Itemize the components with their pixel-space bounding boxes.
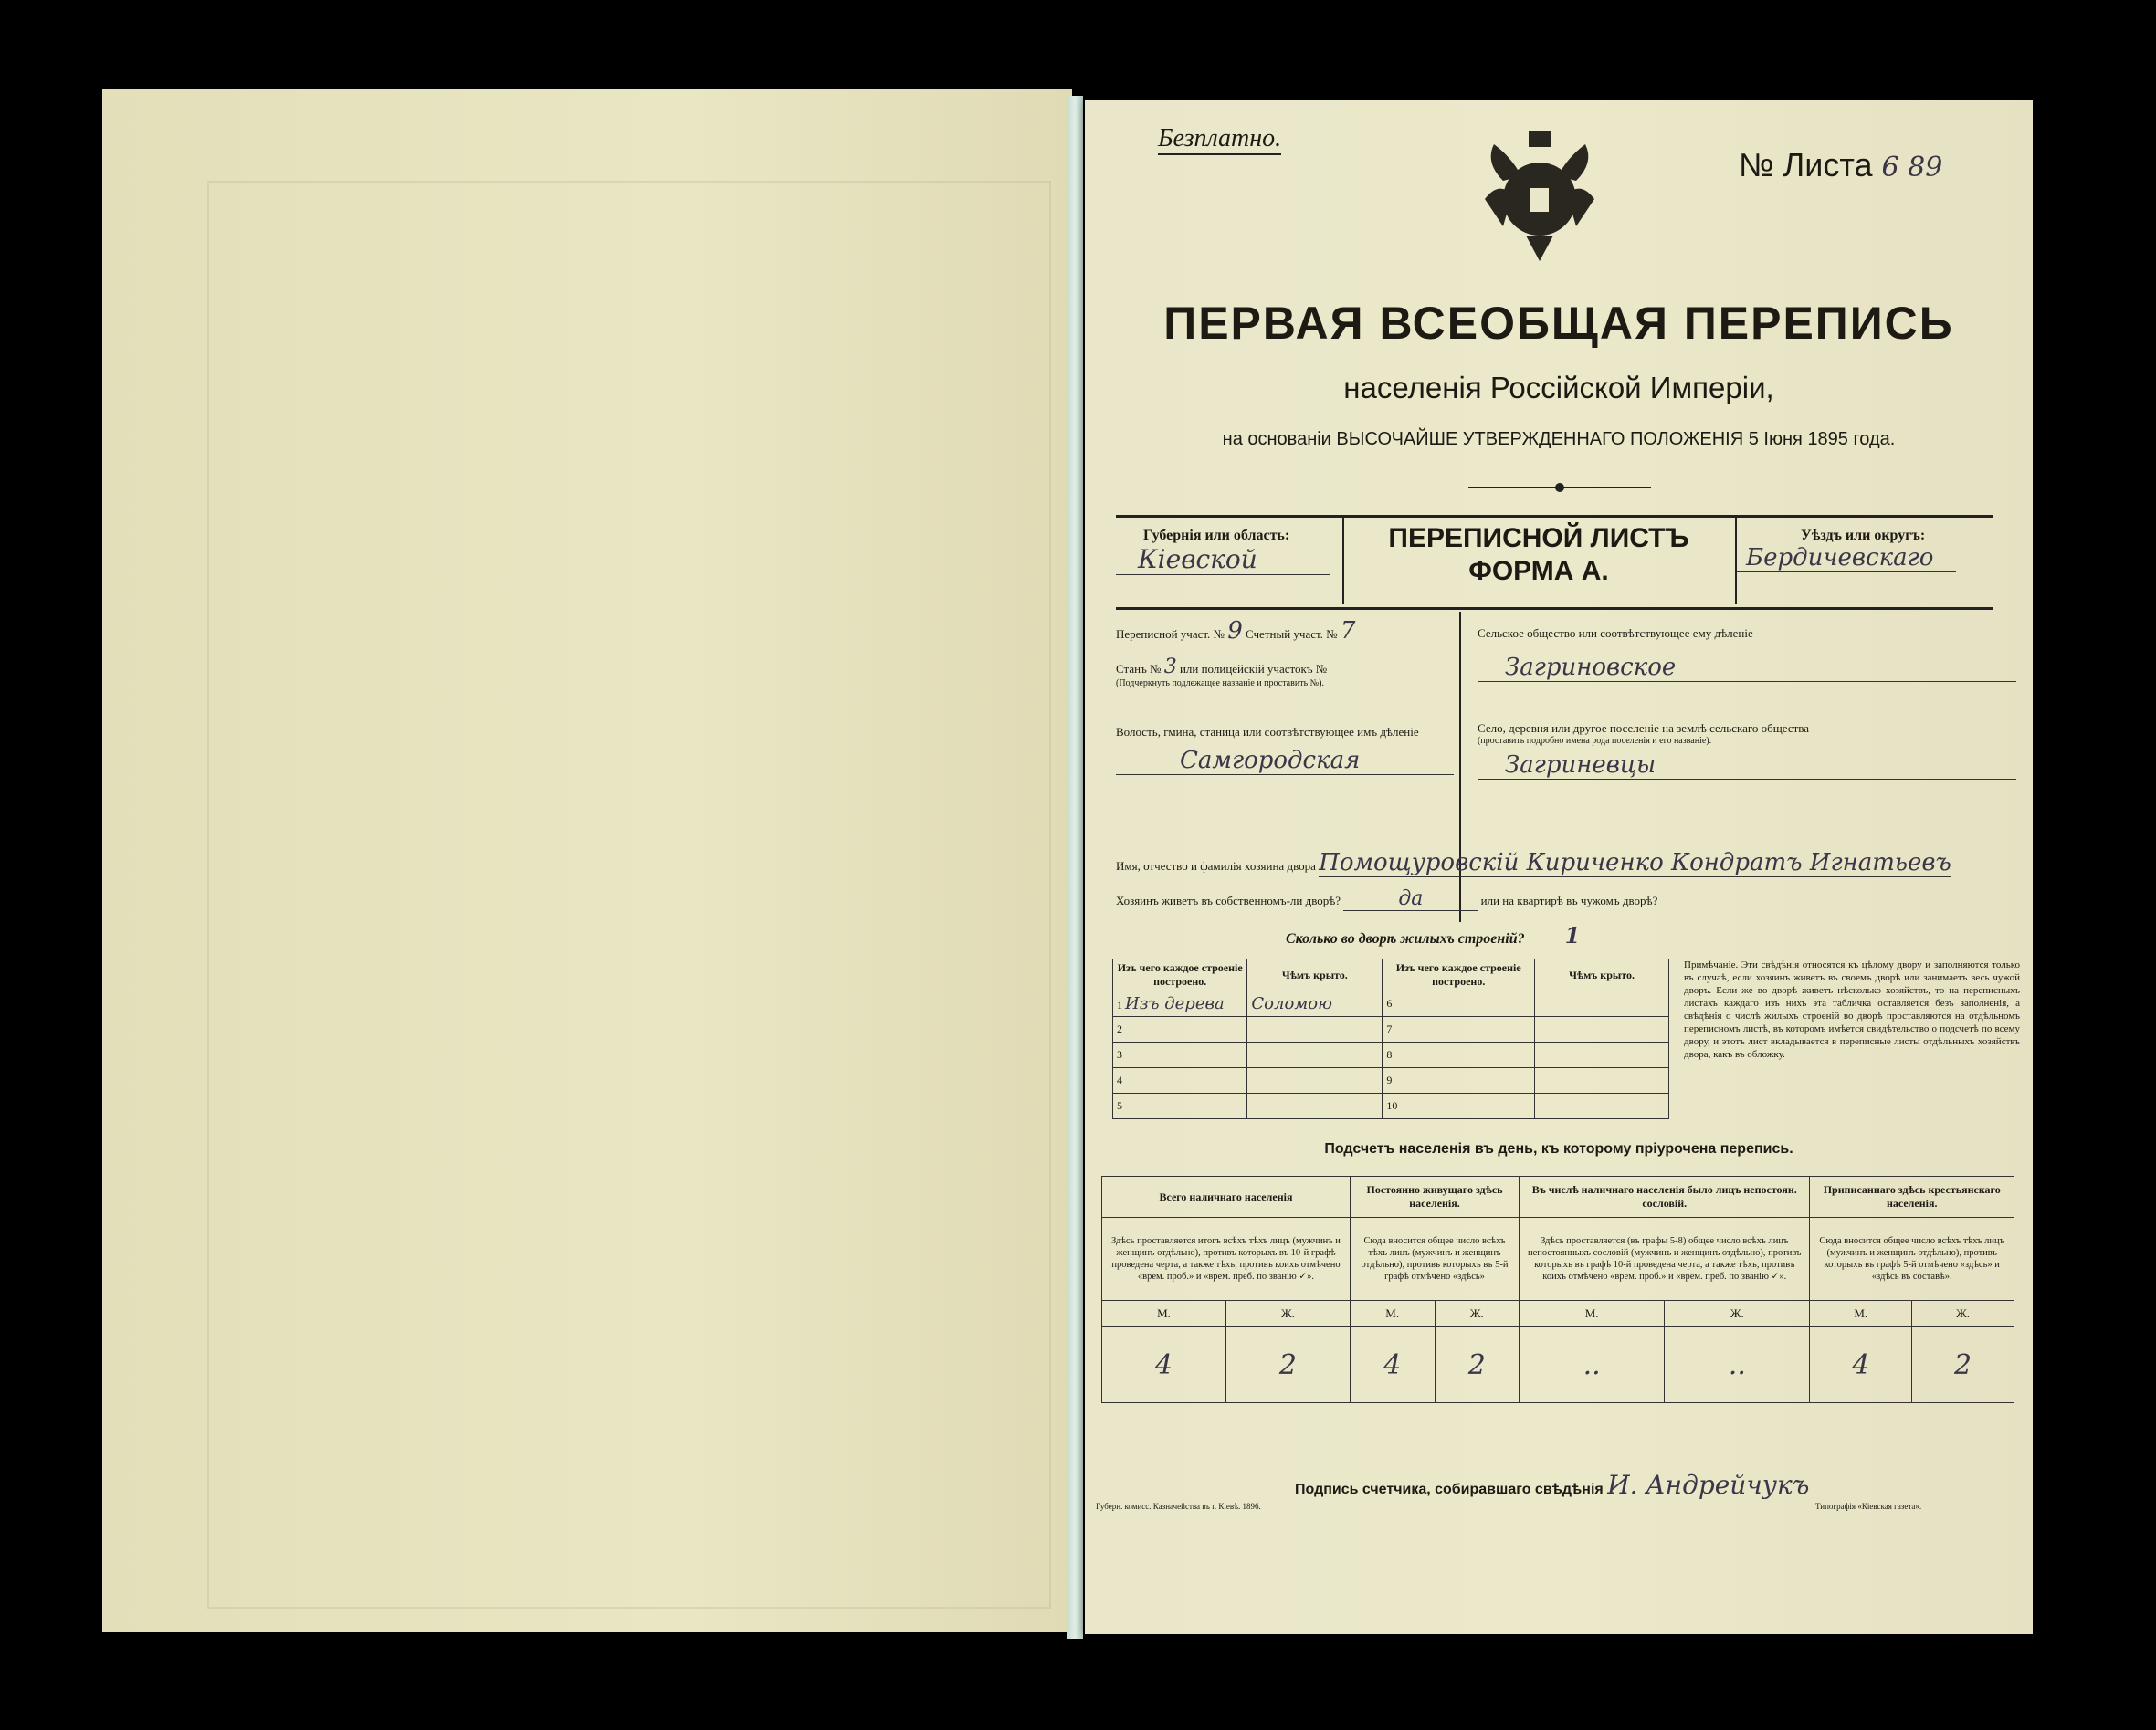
uezd-label: Уѣздъ или округъ: <box>1801 528 1926 543</box>
female-label: Ж. <box>1912 1301 2014 1327</box>
count-header-row <box>1102 1177 2014 1218</box>
village-row <box>1478 721 2016 780</box>
buildings-row <box>1286 922 1834 949</box>
owner-value: Помощуровскій Кириченко Кондратъ Игнатьевъ <box>1319 849 1951 876</box>
row-number: 4 <box>1113 1068 1247 1094</box>
district-row <box>1116 617 1454 645</box>
census-district-label: Переписной участ. № <box>1116 627 1225 641</box>
material-value: Изъ дерева <box>1125 994 1225 1013</box>
bleed-through-form <box>207 181 1051 1609</box>
count-description-row <box>1102 1218 2014 1301</box>
counting-district-label: Счетный участ. № <box>1246 627 1338 641</box>
empty-cell <box>1247 1094 1383 1119</box>
row-number: 6 <box>1383 991 1535 1017</box>
row-number: 7 <box>1383 1017 1535 1043</box>
empty-cell <box>1535 1094 1669 1119</box>
society-row <box>1478 626 2016 682</box>
uezd-box <box>1735 515 1963 604</box>
female-label: Ж. <box>1225 1301 1350 1327</box>
count-header-permanent: Постоянно живущаго здѣсь населенія. <box>1350 1177 1519 1218</box>
legal-basis: на основаніи ВЫСОЧАЙШЕ УТВЕРЖДЕННАГО ПОЛОЖЕНІЯ 5 Іюня 1895 года. <box>1222 429 1896 449</box>
society-value: Загриновское <box>1478 654 2016 682</box>
double-headed-eagle-icon <box>1476 126 1604 263</box>
empty-cell <box>1535 1043 1669 1068</box>
stan-row <box>1116 655 1454 688</box>
female-label: Ж. <box>1665 1301 1810 1327</box>
count-description: Сюда вносится общее число всѣхъ тѣхъ лицъ (мужчинъ и женщинъ отдѣльно), противъ которыхъ въ 5-й графѣ отмѣчено «здѣсь» <box>1350 1218 1519 1301</box>
count-value: 2 <box>1225 1327 1350 1403</box>
volost-value: Самгородская <box>1116 747 1454 775</box>
stan-rest-label: или полицейскій участокъ № <box>1179 662 1328 676</box>
owner-label: Имя, отчество и фамилія хозяина двора <box>1116 859 1316 873</box>
village-label: Село, деревня или другое поселеніе на землѣ сельскаго общества <box>1478 721 1810 735</box>
row-number: 3 <box>1113 1043 1247 1068</box>
sheet-number <box>1739 146 1942 184</box>
buildings-col-roof-2: Чѣмъ крыто. <box>1535 959 1669 991</box>
sheet-number-value: 6 89 <box>1881 152 1943 183</box>
form-name-line-1: ПЕРЕПИСНОЙ ЛИСТЪ <box>1388 523 1689 553</box>
volost-label: Волость, гмина, станица или соотвѣтствующее имъ дѣленіе <box>1116 725 1419 739</box>
count-header-nonpermanent: Въ числѣ наличнаго населенія было лицъ непостоян. сословій. <box>1520 1177 1810 1218</box>
row-number: 2 <box>1113 1017 1247 1043</box>
sheet-number-label: № Листа <box>1739 146 1873 183</box>
row-number: 5 <box>1113 1094 1247 1119</box>
male-label: М. <box>1102 1301 1226 1327</box>
male-label: М. <box>1520 1301 1665 1327</box>
sex-row <box>1102 1301 2014 1327</box>
count-value: 4 <box>1350 1327 1435 1403</box>
ornament-divider-icon <box>1468 482 1651 493</box>
roof-value: Соломою <box>1247 991 1383 1017</box>
note-text: Примѣчаніе. Эти свѣдѣнія относятся къ цѣлому двору и заполняются только въ случаѣ, если хозяинъ живетъ въ своемъ дворѣ или занимаетъ весь чужой дворъ. Если же во дворѣ живетъ нѣсколько хозяйствъ, то на переписныхъ листахъ каждаго изъ нихъ эта табличка оставляется безъ заполненія, а свѣдѣнія о числѣ жилыхъ строеній во дворѣ проставляются на отдѣльномъ переписномъ листѣ, въ которомъ имѣется свидѣтельство о подсчетѣ по всему двору, и этотъ лист вкладывается в переписные листы отдѣльныхъ хозяйствъ двора, какъ въ обложку. <box>1684 959 2020 1060</box>
own-yard-value: да <box>1343 887 1478 911</box>
stan-label: Станъ № <box>1116 662 1162 676</box>
population-count-table <box>1101 1176 2014 1403</box>
count-value: 4 <box>1102 1327 1226 1403</box>
free-label: Безплатно. <box>1158 124 1281 155</box>
village-value: Загриневцы <box>1478 751 2016 780</box>
count-value: .. <box>1520 1327 1665 1403</box>
buildings-value: 1 <box>1529 922 1617 949</box>
table-row <box>1113 1094 1669 1119</box>
book-spine <box>1067 96 1083 1639</box>
census-form-page <box>1085 100 2033 1634</box>
signature-row <box>1295 1470 1809 1500</box>
count-description: Здѣсь проставляется (въ графы 5-8) общее число всѣхъ лицъ непостоянныхъ сословій (мужчинъ и женщинъ отдѣльно), противъ которыхъ въ графѣ 10-й проведена черта, а также тѣхъ, противъ коихъ отмѣчено «врем. проб.» и «врем. преб. по званію ✓». <box>1520 1218 1810 1301</box>
empty-cell <box>1247 1017 1383 1043</box>
society-label: Сельское общество или соотвѣтствующее ему дѣленіе <box>1478 626 1753 640</box>
form-subtitle: населенія Россійской Имперіи, <box>1343 371 1774 404</box>
buildings-col-roof: Чѣмъ крыто. <box>1247 959 1383 991</box>
gubernia-value: Кіевской <box>1116 544 1330 575</box>
count-header-total: Всего наличнаго населенія <box>1102 1177 1351 1218</box>
volost-row <box>1116 725 1454 775</box>
count-value: .. <box>1665 1327 1810 1403</box>
empty-cell <box>1535 991 1669 1017</box>
signature-label: Подпись счетчика, собиравшаго свѣдѣнія <box>1295 1482 1604 1497</box>
count-value: 2 <box>1912 1327 2014 1403</box>
imprint-left: Губерн. комисс. Казначейства въ г. Кіевѣ. 1896. <box>1096 1502 1261 1511</box>
table-row <box>1113 1068 1669 1094</box>
empty-cell <box>1247 1043 1383 1068</box>
table-row <box>1113 991 1669 1017</box>
left-page <box>102 89 1072 1632</box>
census-district-value: 9 <box>1227 617 1243 645</box>
table-row <box>1113 1043 1669 1068</box>
count-value: 4 <box>1810 1327 1912 1403</box>
signature-value: И. Андрейчукъ <box>1607 1470 1810 1500</box>
uezd-value: Бердичевскаго <box>1737 544 1956 572</box>
buildings-label: Сколько во дворѣ жилыхъ строеній? <box>1286 931 1525 947</box>
buildings-col-material-2: Изъ чего каждое строеніе построено. <box>1383 959 1535 991</box>
population-count-title: Подсчетъ населенія въ день, къ которому пріурочена перепись. <box>1324 1141 1793 1157</box>
form-name <box>1342 522 1735 588</box>
own-yard-label: Хозяинъ живетъ въ собственномъ-ли дворѣ? <box>1116 894 1341 907</box>
gubernia-label: Губернія или область: <box>1143 528 1290 543</box>
owner-row <box>1116 849 2020 876</box>
counting-district-value: 7 <box>1340 617 1356 645</box>
male-label: М. <box>1810 1301 1912 1327</box>
female-label: Ж. <box>1435 1301 1520 1327</box>
empty-cell <box>1535 1017 1669 1043</box>
row-number: 9 <box>1383 1068 1535 1094</box>
buildings-table <box>1112 959 1669 1119</box>
row-number: 8 <box>1383 1043 1535 1068</box>
form-name-line-2: ФОРМА А. <box>1468 556 1609 586</box>
count-description: Здѣсь проставляется итогъ всѣхъ тѣхъ лицъ (мужчинъ и женщинъ отдѣльно), противъ которыхъ въ 10-й графѣ проведена черта, а также тѣхъ, противъ коихъ отмѣчено «врем. проб.» и «врем. преб. по званію ✓». <box>1102 1218 1351 1301</box>
empty-cell <box>1247 1068 1383 1094</box>
buildings-col-material: Изъ чего каждое строеніе построено. <box>1113 959 1247 991</box>
village-note: (проставить подробно имена рода поселенія и его названіе). <box>1478 736 1712 746</box>
stan-note: (Подчеркнуть подлежащее названіе и проставить №). <box>1116 678 1324 688</box>
row-number: 10 <box>1383 1094 1535 1119</box>
count-header-peasant: Приписаннаго здѣсь крестьянскаго населенія. <box>1810 1177 2014 1218</box>
count-value: 2 <box>1435 1327 1520 1403</box>
empty-cell <box>1535 1068 1669 1094</box>
table-row <box>1113 1017 1669 1043</box>
male-label: М. <box>1350 1301 1435 1327</box>
yard-row <box>1116 887 2020 910</box>
count-description: Сюда вносится общее число всѣхъ тѣхъ лицъ (мужчинъ и женщинъ отдѣльно), противъ которыхъ въ графѣ 5-й отмѣчено «здѣсь» и «здѣсь въ составѣ». <box>1810 1218 2014 1301</box>
row-number: 1 <box>1117 999 1122 1012</box>
rent-label: или на квартирѣ въ чужомъ дворѣ? <box>1480 894 1658 907</box>
imprint-right: Типографія «Кіевская газета». <box>1815 1502 1922 1511</box>
count-values-row <box>1102 1327 2014 1403</box>
stan-value: 3 <box>1163 655 1177 678</box>
gubernia-box <box>1116 515 1344 604</box>
form-title: ПЕРВАЯ ВСЕОБЩАЯ ПЕРЕПИСЬ <box>1163 298 1954 349</box>
